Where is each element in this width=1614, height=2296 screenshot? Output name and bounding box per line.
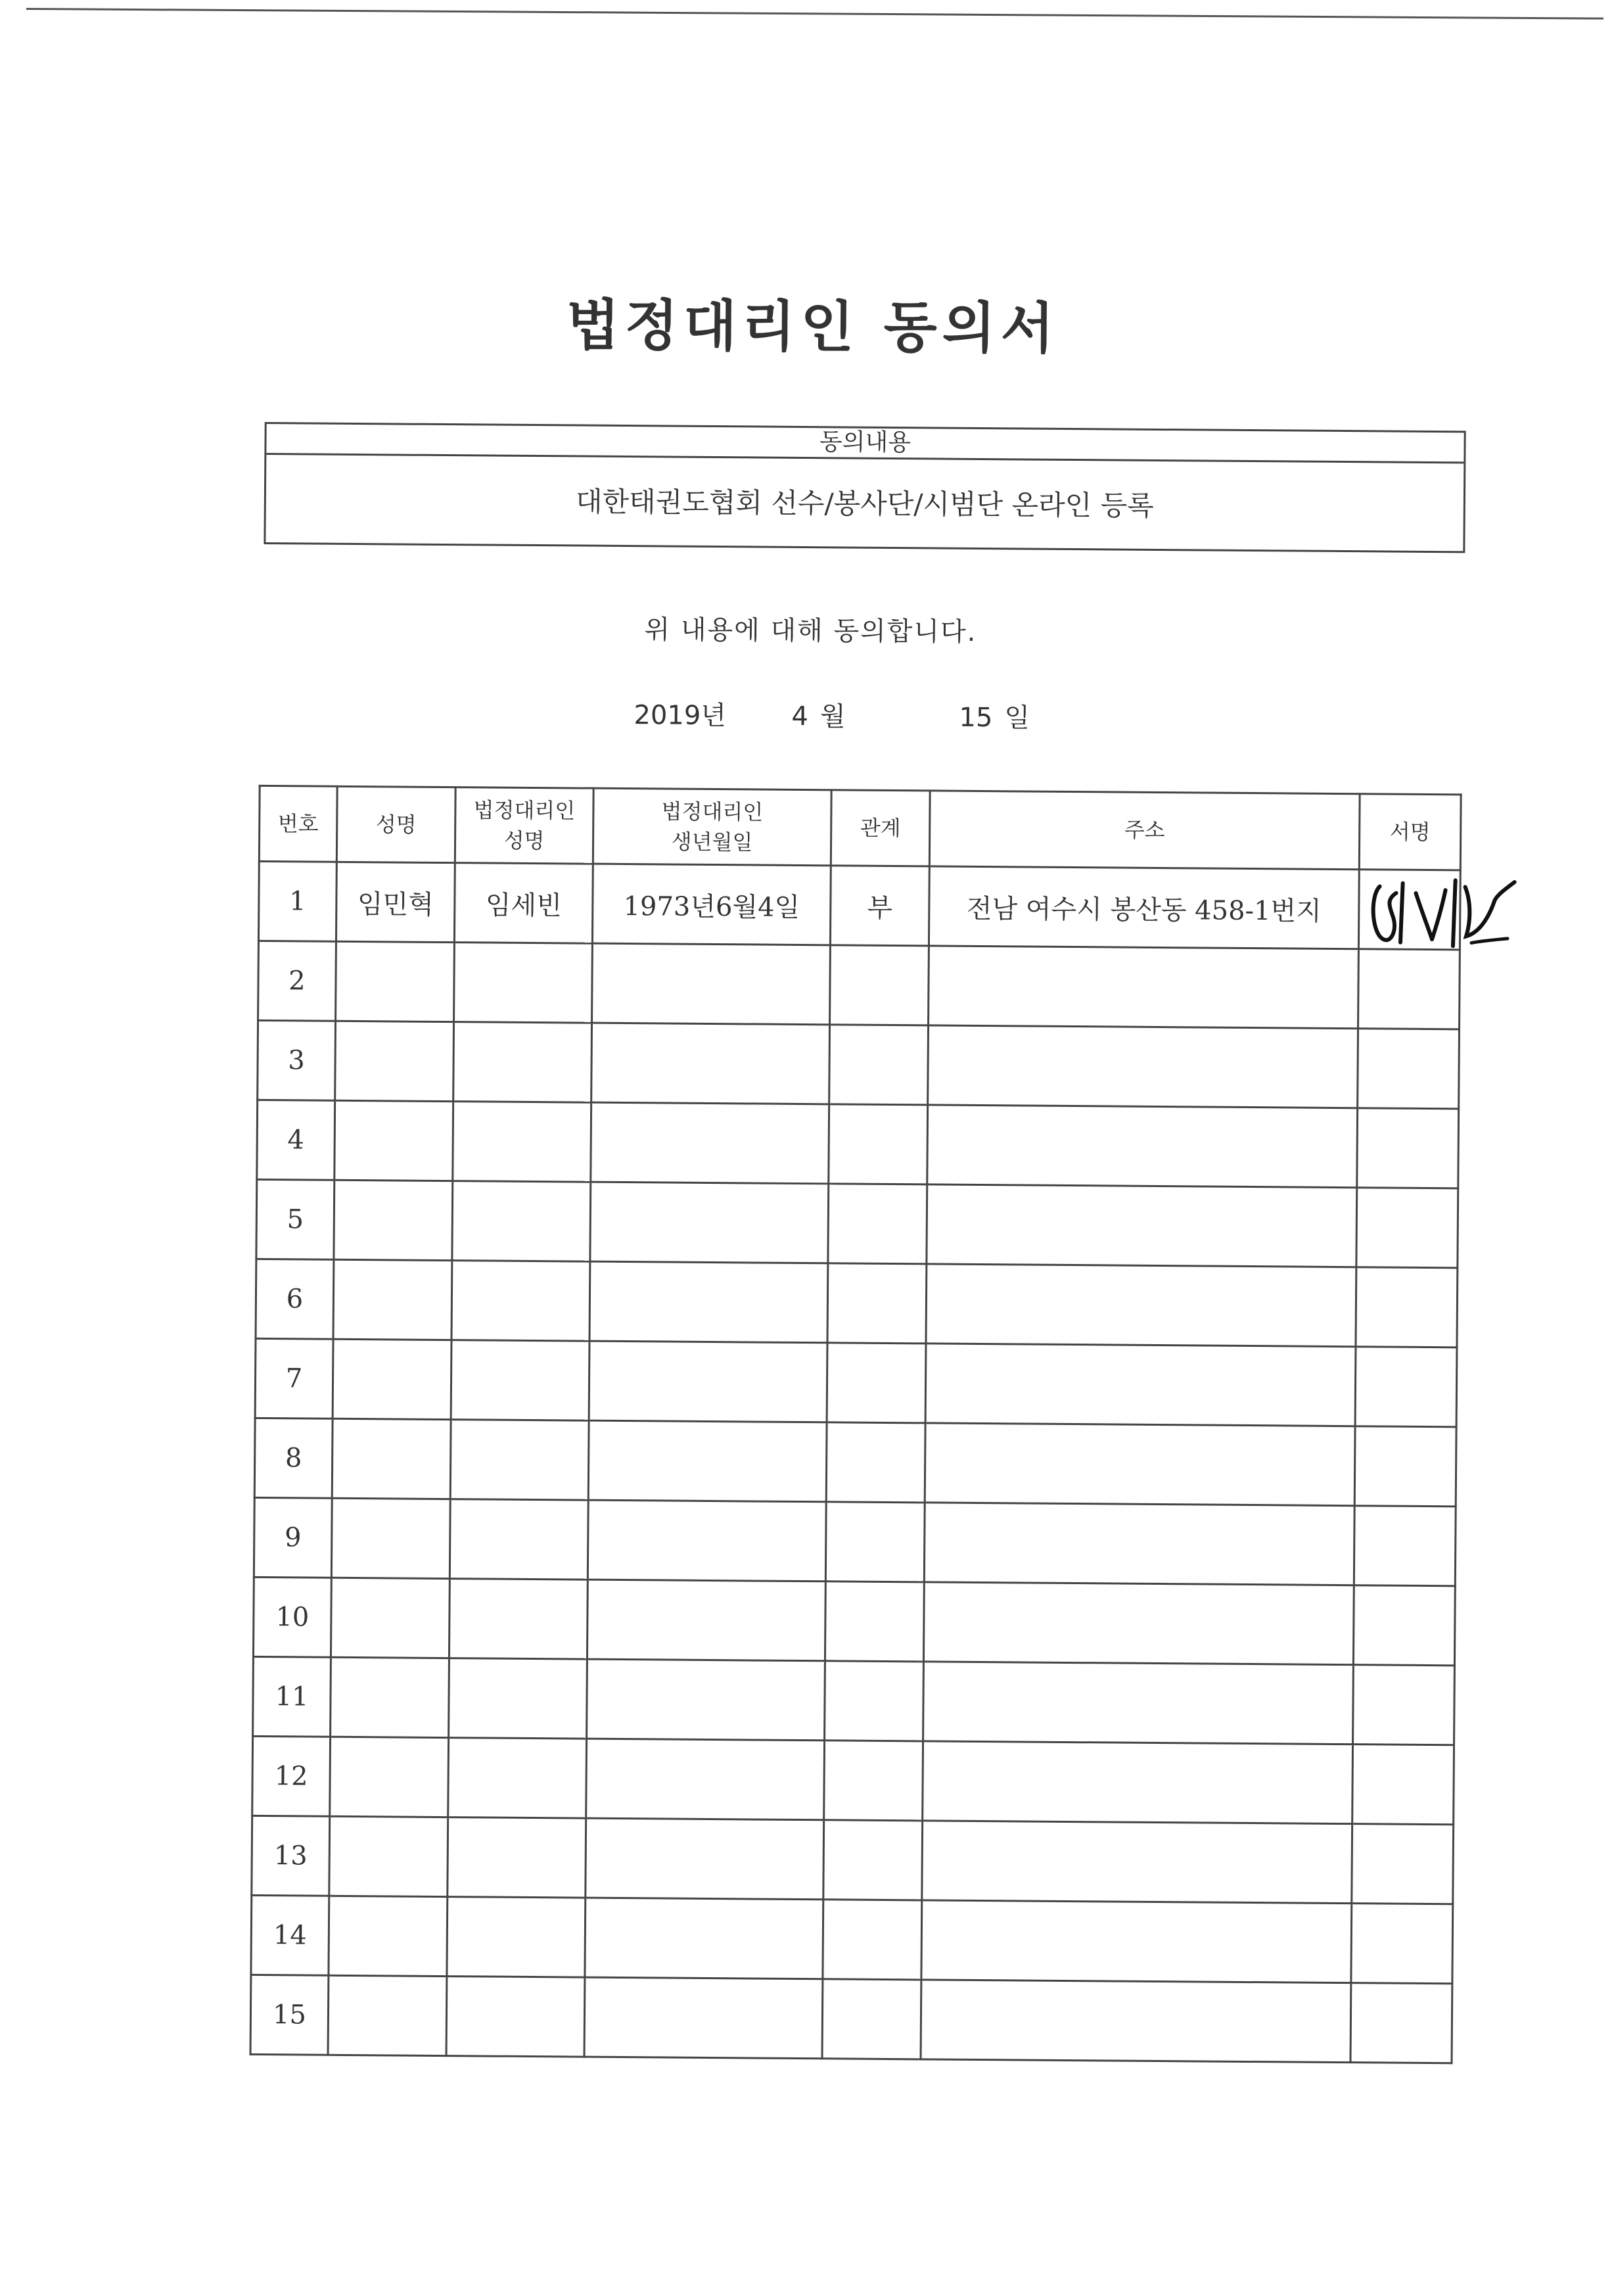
cell-no: 4	[257, 1100, 335, 1180]
date-day-value: 15	[959, 702, 993, 734]
date-day-unit: 일	[1004, 703, 1030, 734]
cell-guardian	[447, 1897, 586, 1978]
date-month-value: 4	[791, 701, 809, 732]
table-row	[254, 1418, 1456, 1506]
table-row	[254, 1497, 1456, 1585]
cell-address	[925, 1423, 1355, 1506]
cell-signature	[1355, 1347, 1457, 1427]
table-row	[258, 1020, 1460, 1108]
header-relation: 관계	[831, 790, 930, 866]
table-row	[250, 1975, 1452, 2063]
cell-signature	[1353, 1585, 1455, 1666]
cell-birth	[589, 1341, 827, 1422]
date-year-unit: 년	[701, 700, 727, 732]
cell-address	[921, 1900, 1352, 1983]
header-guardian-name	[455, 787, 593, 864]
cell-address	[923, 1582, 1354, 1665]
date-year-value: 2019	[634, 700, 701, 731]
cell-address	[921, 1980, 1351, 2063]
cell-birth	[591, 1023, 830, 1104]
cell-guardian	[454, 943, 593, 1023]
cell-no: 1	[258, 861, 336, 941]
cell-no: 13	[252, 1816, 330, 1896]
cell-signature	[1358, 949, 1460, 1029]
cell-guardian	[446, 1977, 585, 2057]
cell-relation	[822, 1979, 921, 2059]
header-guardian-name-l1: 법정대리인	[473, 797, 576, 824]
cell-relation	[829, 1025, 929, 1105]
table-row	[257, 1100, 1459, 1188]
cell-relation	[825, 1502, 925, 1582]
cell-relation	[825, 1581, 924, 1662]
cell-relation	[830, 945, 929, 1025]
cell-relation	[823, 1820, 923, 1900]
cell-birth	[591, 1102, 829, 1184]
cell-birth	[587, 1659, 825, 1741]
cell-address: 전남 여수시 봉산동 458-1번지	[929, 866, 1359, 949]
page-title: 법정대리인 동의서	[566, 292, 1060, 361]
cell-address	[926, 1264, 1356, 1347]
cell-relation	[824, 1741, 923, 1821]
consent-header: 동의내용	[266, 424, 1464, 463]
table-row	[256, 1179, 1458, 1267]
cell-guardian: 임세빈	[454, 863, 593, 944]
header-guardian-birth	[593, 788, 831, 866]
cell-signature	[1354, 1426, 1456, 1507]
table-body	[250, 861, 1460, 2063]
cell-birth	[588, 1500, 826, 1581]
table-row	[252, 1736, 1454, 1824]
date-month	[791, 695, 858, 734]
cell-signature	[1358, 1029, 1460, 1109]
roster-table-wrap	[250, 785, 1460, 2064]
cell-address	[923, 1662, 1354, 1745]
cell-birth	[590, 1182, 829, 1263]
header-guardian-birth-l1: 법정대리인	[661, 799, 764, 825]
cell-address	[923, 1741, 1353, 1824]
consent-box	[264, 422, 1465, 553]
cell-signature	[1353, 1665, 1455, 1745]
header-no: 번호	[259, 785, 337, 862]
cell-guardian	[453, 1102, 591, 1183]
handwritten-signature	[1366, 866, 1518, 953]
cell-no: 2	[258, 941, 336, 1021]
header-address: 주소	[929, 791, 1360, 870]
date-year	[634, 694, 738, 732]
cell-address	[924, 1503, 1354, 1585]
table-row	[255, 1338, 1457, 1426]
table-row	[252, 1816, 1454, 1904]
cell-address	[922, 1821, 1352, 1904]
table-row	[258, 861, 1460, 949]
cell-birth	[592, 943, 831, 1025]
header-signature: 서명	[1359, 794, 1461, 870]
cell-address	[928, 1025, 1358, 1108]
table-row	[251, 1895, 1453, 1983]
cell-relation	[827, 1343, 926, 1423]
table-row	[258, 941, 1460, 1029]
cell-name	[333, 1339, 451, 1419]
consent-body: 대한태권도협회 선수/봉사단/시범단 온라인 등록	[575, 485, 1154, 522]
cell-guardian	[450, 1499, 588, 1580]
date-day	[959, 697, 1042, 735]
cell-guardian	[452, 1181, 591, 1262]
date-month-unit: 월	[819, 701, 846, 732]
cell-relation	[825, 1661, 924, 1741]
cell-signature	[1358, 870, 1460, 950]
cell-relation	[829, 1104, 928, 1184]
cell-name	[330, 1737, 449, 1817]
cell-name	[331, 1657, 450, 1737]
header-name: 성명	[336, 786, 455, 862]
cell-name	[333, 1259, 452, 1340]
cell-signature	[1350, 1983, 1452, 2063]
cell-no: 9	[254, 1497, 332, 1578]
cell-guardian	[453, 1022, 592, 1103]
cell-signature	[1351, 1904, 1453, 1984]
table-row	[253, 1577, 1455, 1665]
cell-name	[329, 1816, 448, 1896]
cell-birth	[586, 1818, 824, 1900]
table-row	[256, 1259, 1458, 1347]
cell-relation	[828, 1184, 927, 1264]
table-row	[253, 1656, 1455, 1745]
cell-birth	[585, 1898, 823, 1979]
cell-name	[331, 1578, 450, 1658]
cell-signature	[1357, 1108, 1459, 1188]
cell-no: 7	[255, 1338, 333, 1418]
cell-name	[328, 1975, 447, 2055]
cell-guardian	[448, 1817, 586, 1898]
cell-name	[334, 1100, 453, 1181]
cell-guardian	[449, 1579, 588, 1660]
cell-address	[927, 1105, 1358, 1188]
cell-name: 임민혁	[336, 862, 455, 942]
cell-guardian	[451, 1340, 589, 1421]
cell-name	[334, 1180, 453, 1260]
cell-birth	[584, 1977, 823, 2059]
cell-birth	[586, 1739, 825, 1820]
cell-birth	[589, 1261, 828, 1343]
cell-name	[331, 1498, 450, 1578]
table-header-row	[259, 785, 1461, 870]
agreement-statement: 위 내용에 대해 동의합니다.	[644, 615, 977, 647]
cell-signature	[1356, 1267, 1458, 1347]
roster-table	[250, 785, 1462, 2064]
cell-birth	[587, 1580, 825, 1661]
cell-relation: 부	[830, 866, 929, 946]
cell-address	[925, 1344, 1356, 1426]
cell-birth: 1973년6월4일	[592, 864, 831, 945]
cell-no: 11	[253, 1656, 331, 1737]
cell-address	[929, 946, 1359, 1029]
cell-name	[332, 1418, 451, 1499]
cell-guardian	[449, 1658, 588, 1739]
cell-no: 6	[256, 1259, 334, 1339]
cell-no: 14	[251, 1895, 329, 1975]
cell-relation	[823, 1900, 922, 1980]
cell-signature	[1354, 1506, 1456, 1586]
cell-signature	[1352, 1745, 1454, 1825]
cell-no: 8	[254, 1418, 333, 1498]
cell-no: 15	[250, 1975, 329, 2055]
cell-name	[329, 1896, 448, 1976]
cell-name	[336, 941, 455, 1021]
cell-address	[927, 1184, 1357, 1267]
header-guardian-name-l2: 성명	[503, 828, 545, 854]
cell-guardian	[448, 1738, 587, 1819]
cell-guardian	[451, 1261, 590, 1342]
cell-no: 12	[252, 1736, 331, 1816]
cell-name	[335, 1021, 454, 1101]
cell-signature	[1356, 1188, 1458, 1268]
cell-birth	[588, 1420, 827, 1502]
cell-relation	[827, 1263, 927, 1344]
cell-no: 3	[258, 1020, 336, 1100]
header-guardian-birth-l2: 생년월일	[671, 829, 753, 855]
cell-guardian	[450, 1420, 589, 1501]
cell-relation	[826, 1422, 925, 1503]
cell-no: 10	[253, 1577, 331, 1657]
cell-no: 5	[256, 1179, 334, 1259]
cell-signature	[1352, 1824, 1454, 1904]
